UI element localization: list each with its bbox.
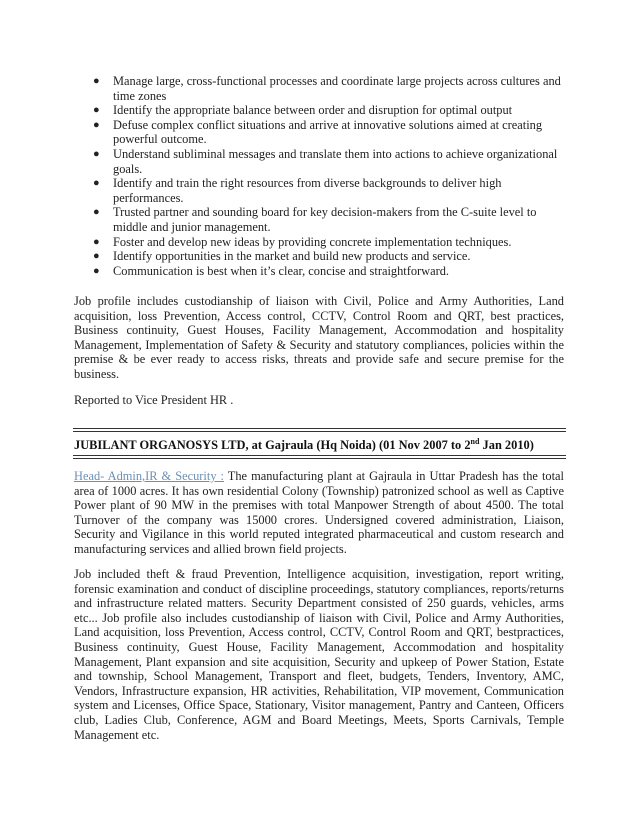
reported-to-line: Reported to Vice President HR . (74, 393, 234, 407)
job-included-paragraph: Job included theft & fraud Prevention, Intelligence acquisition, investigation, report writing, forensic examination and conduct of discipline proceedings, statutory compliances, reports/returns and infrastructure related matters. Security Department consisted of 250 guards, vehicles, arms etc... Job profile also includes custodianship of liaison with Civil, Police and Army Authorities, Land acquisition, loss Prevention, Access control, CCTV, Control Room and QRT, bestpractices, Business continuity, Guest House, Facility Management, Accommodation and hospitality Management, Plant expansion and site acquisition, Security and upkeep of Power Station, Estate and township, School Management, Transport and fleet, budgets, Tenders, Inventory, AMC, Vendors, Infrastructure expansion, HR activities, Rehabilitation, VIP movement, Communication system and Licenses, Office Space, Stationary, Visitor management, Pantry and Canteen, Officers club, Ladies Club, Conference, AGM and Board Meetings, Meets, Sports Carnivals, Temple Management etc. (74, 567, 564, 742)
bullet-icon: ● (93, 250, 100, 263)
bullet-icon: ● (93, 147, 100, 160)
list-item: ● Understand subliminal messages and translate them into actions to achieve organizational goals. (93, 146, 558, 176)
divider-line (73, 428, 566, 429)
bullet-icon: ● (93, 75, 100, 87)
list-item: ● Identify and train the right resources from diverse backgrounds to deliver high performances. (93, 176, 502, 205)
bullet-icon: ● (93, 104, 100, 117)
list-item: ● Foster and develop new ideas by providing concrete implementation techniques. (93, 234, 512, 249)
responsibility-list (86, 74, 566, 278)
divider-line (73, 455, 566, 456)
bullet-icon: ● (93, 177, 100, 190)
divider-line (73, 458, 566, 459)
job-profile-paragraph: Job profile includes custodianship of liaison with Civil, Police and Army Authorities, Land acquisition, loss Prevention, Access control, CCTV, Control Room and QRT, best practices, Business continuity, Guest Houses, Facility Management, Accommodation and hospitality Management, Implementation of Safety & Security and statutory compliances, policies within the premise & be ever ready to access risks, threats and provide safe and secure premise for the business. (74, 294, 564, 381)
role-title: Head- Admin,IR & Security : (74, 469, 224, 483)
list-item: ● Trusted partner and sounding board for key decision-makers from the C-suite level to middle and junior management. (93, 205, 537, 234)
bullet-icon: ● (93, 235, 100, 248)
bullet-icon: ● (93, 206, 100, 219)
list-item: ● Defuse complex conflict situations and arrive at innovative solutions aimed at creating powerful outcome. (93, 117, 543, 147)
bullet-icon: ● (93, 118, 100, 131)
list-item: ● Communication is best when it’s clear, concise and straightforward. (93, 263, 450, 278)
company-title: JUBILANT ORGANOSYS LTD, at Gajraula (Hq Noida) (01 Nov 2007 to 2nd Jan 2010) (74, 436, 534, 452)
role-description-paragraph: Head- Admin,IR & Security : The manufacturing plant at Gajraula in Uttar Pradesh has the total area of 1000 acres. It has own residential Colony (Township) patronized school as well as Captive Power plant of 90 MW in the premises with total Manpower Strength of about 4500. The total Turnover of the company was 15000 crores. Undersigned covered administration, Liaison, Security and Vigilance in this world reputed integrated pharmaceutical and custom research and manufacturing services and allied brown field projects. (74, 469, 564, 556)
list-item: ● Identify the appropriate balance between order and disruption for optimal output (93, 103, 513, 118)
list-item: ● Identify opportunities in the market and build new products and service. (93, 249, 471, 264)
list-item: ● Manage large, cross-functional processes and coordinate large projects across cultures and time zones (93, 74, 561, 103)
bullet-icon: ● (93, 264, 100, 277)
company-section-header (73, 428, 566, 459)
